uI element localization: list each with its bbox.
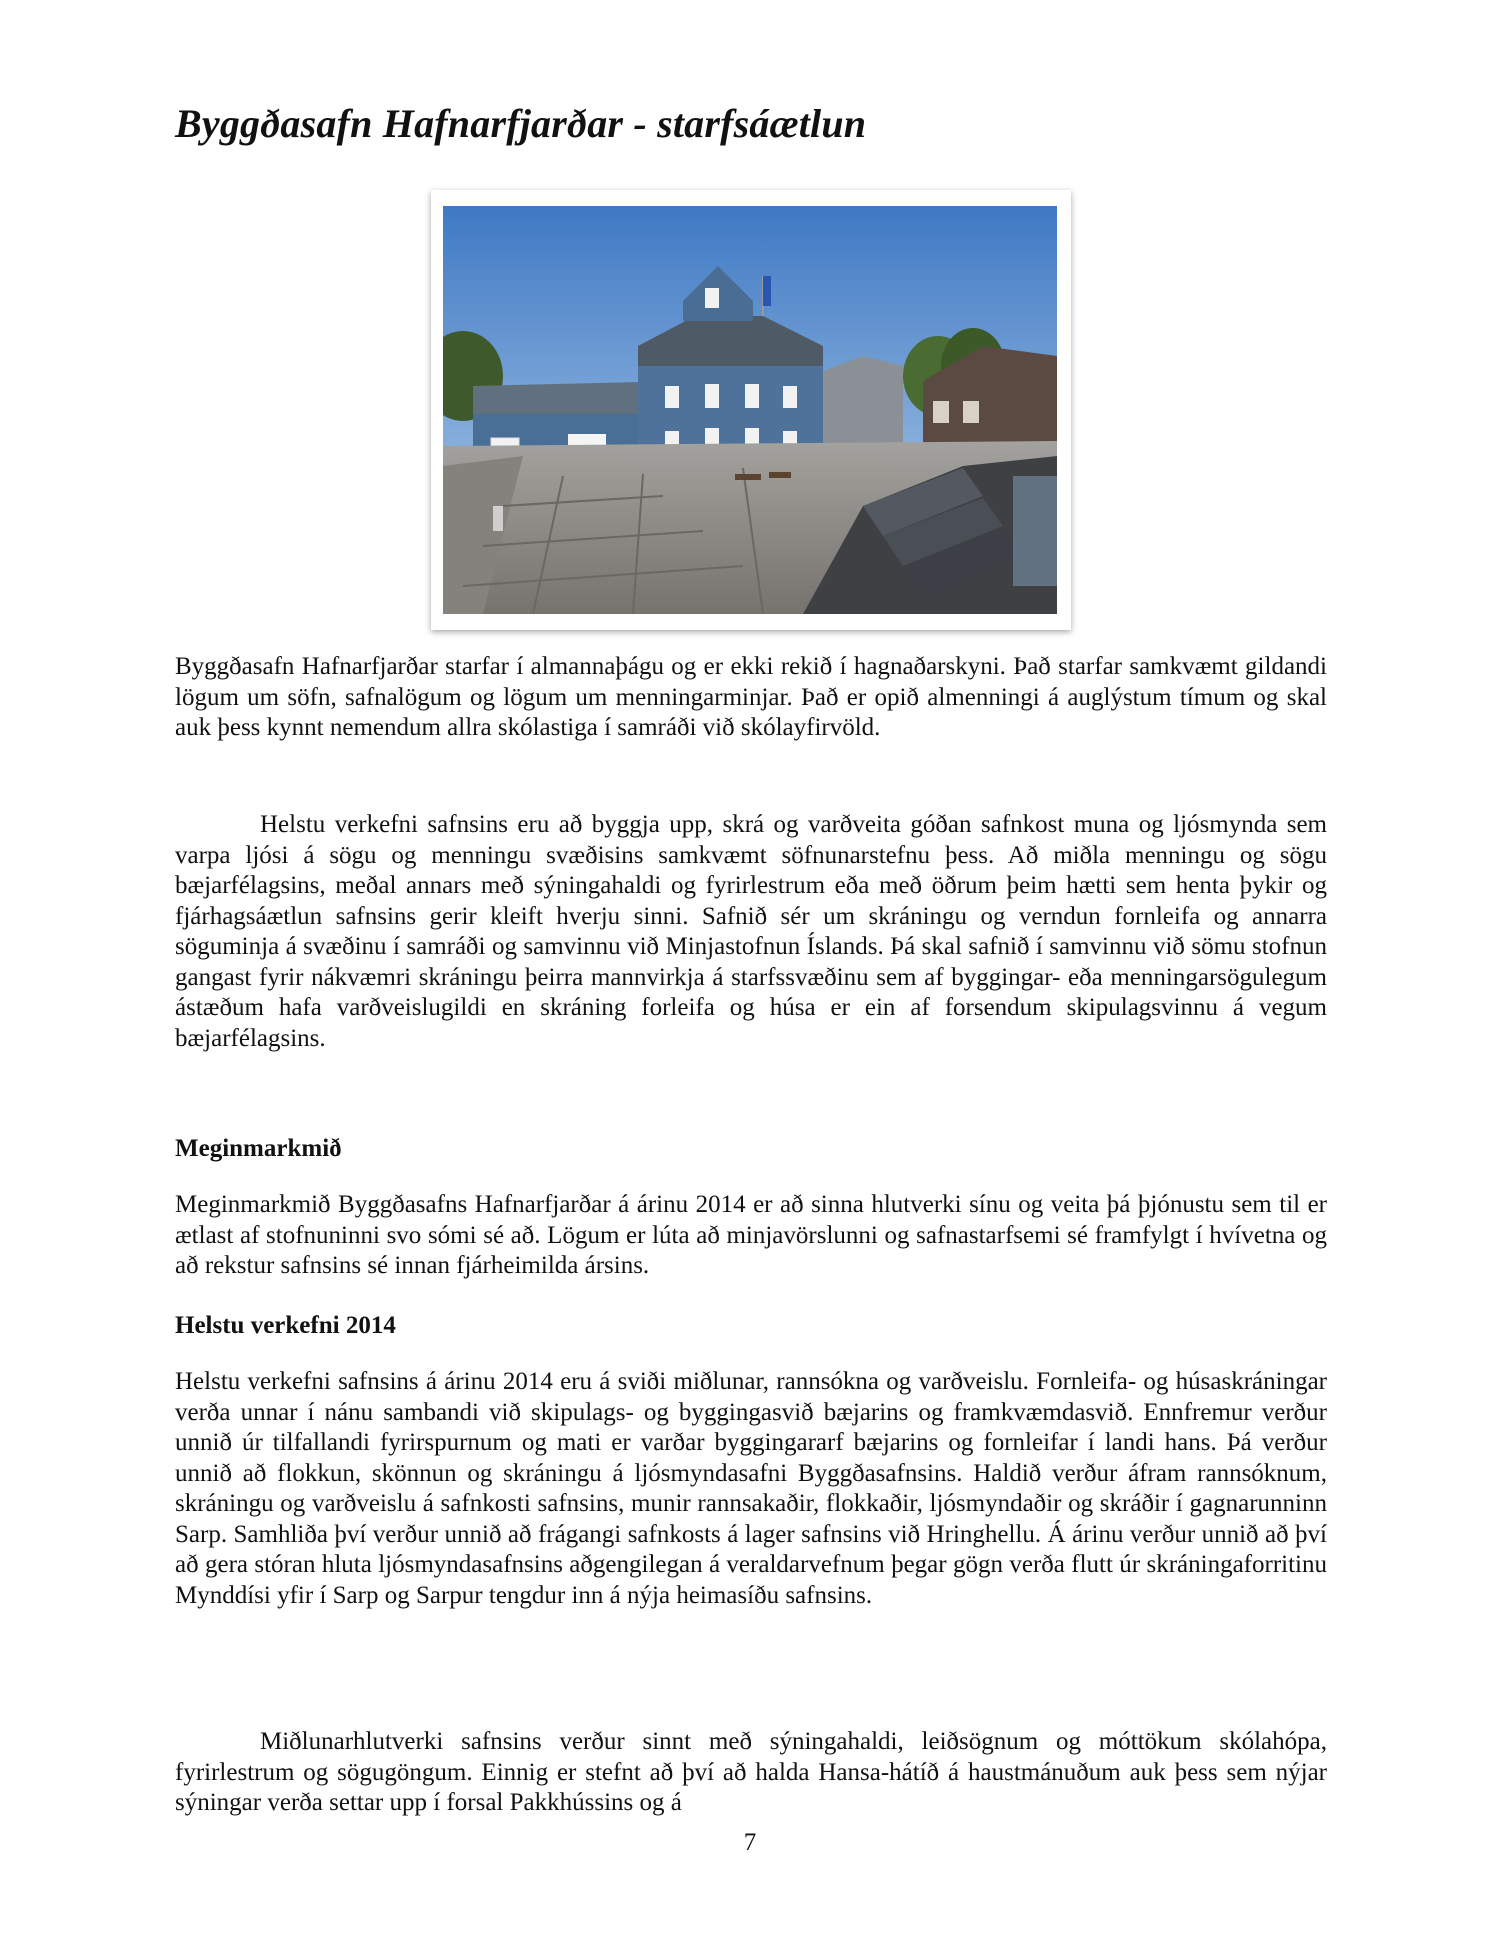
page-number: 7 (743, 1829, 757, 1856)
museum-photo-frame (431, 190, 1071, 630)
paragraph-tasks-2014: Helstu verkefni safnsins á árinu 2014 eru á sviði miðlunar, rannsókna og varðveislu. Fornleifa- og húsaskráningar verða unnar í nánu sambandi við skipulags- og byggingasvið bæjarins og framkvæmdasvið. Ennfremur verður unnið úr tilfallandi fyrirspurnum og mati er varðar byggingararf bæjarins og fornleifar í landi hans. Þá verður unnið að flokkun, skönnun og skráningu á ljósmyndasafni Byggðasafnsins. Haldið verður áfram rannsóknum, skráningu og varðveislu á safnkosti safnsins, munir rannsakaðir, flokkaðir, ljósmyndaðir og skráðir í gagnarunninn Sarp. Samhliða því verður unnið að frágangi safnkosts á lager safnsins við Hringhellu. Á árinu verður unnið að því að gera stóran hluta ljósmyndasafnsins aðgengilegan á veraldarvefnum þegar gögn verða flutt úr skráningaforritinu Mynddísi yfir í Sarp og Sarpur tengdur inn á nýja heimasíðu safnsins. (175, 1368, 1327, 1609)
paragraph-main-tasks: Helstu verkefni safnsins eru að byggja upp, skrá og varðveita góðan safnkost muna og ljósmynda sem varpa ljósi á sögu og menningu svæðisins samkvæmt söfnunarstefnu þess. Að miðla menningu og sögu bæjarfélagsins, meðal annars með sýningahaldi og fyrirlestrum eða með öðrum þeim hætti sem henta þykir og fjárhagsáætlun safnsins gerir kleift hverju sinni. Safnið sér um skráningu og verndun fornleifa og annarra söguminja á svæðinu í samráði og samvinnu við Minjastofnun Íslands. Þá skal safnið í samvinnu við sömu stofnun gangast fyrir nákvæmri skráningu þeirra mannvirkja á starfssvæðinu sem af byggingar- eða menningarsögulegum ástæðum hafa varðveislugildi en skráning forleifa og húsa er ein af forsendum skipulagsvinnu á vegum bæjarfélagsins. (175, 811, 1327, 1052)
paragraph-intro: Byggðasafn Hafnarfjarðar starfar í almannaþágu og er ekki rekið í hagnaðarskyni. Það starfar samkvæmt gildandi lögum um söfn, safnalögum og lögum um menningarminjar. Það er opið almenningi á auglýstum tímum og skal auk þess kynnt nemendum allra skólastiga í samráði við skólayfirvöld. (175, 653, 1327, 741)
paragraph-main-goal: Meginmarkmið Byggðasafns Hafnarfjarðar á árinu 2014 er að sinna hlutverki sínu og veita þá þjónustu sem til er ætlast af stofnuninni svo sómi sé að. Lögum er lúta að minjavörslunni og safnastarfsemi sé framfylgt í hvívetna og að rekstur safnsins sé innan fjárheimilda ársins. (175, 1191, 1327, 1279)
paragraph-outreach: Miðlunarhlutverki safnsins verður sinnt með sýningahaldi, leiðsögnum og móttökum skólahópa, fyrirlestrum og sögugöngum. Einnig er stefnt að því að halda Hansa-hátíð á haustmánuðum auk þess sem nýjar sýningar verða settar upp í forsal Pakkhússins og á (175, 1728, 1327, 1816)
heading-main-goal: Meginmarkmið (175, 1135, 342, 1162)
page-title: Byggðasafn Hafnarfjarðar - starfsáætlun (175, 101, 867, 146)
museum-photo (443, 206, 1057, 614)
heading-tasks-2014: Helstu verkefni 2014 (175, 1312, 396, 1339)
